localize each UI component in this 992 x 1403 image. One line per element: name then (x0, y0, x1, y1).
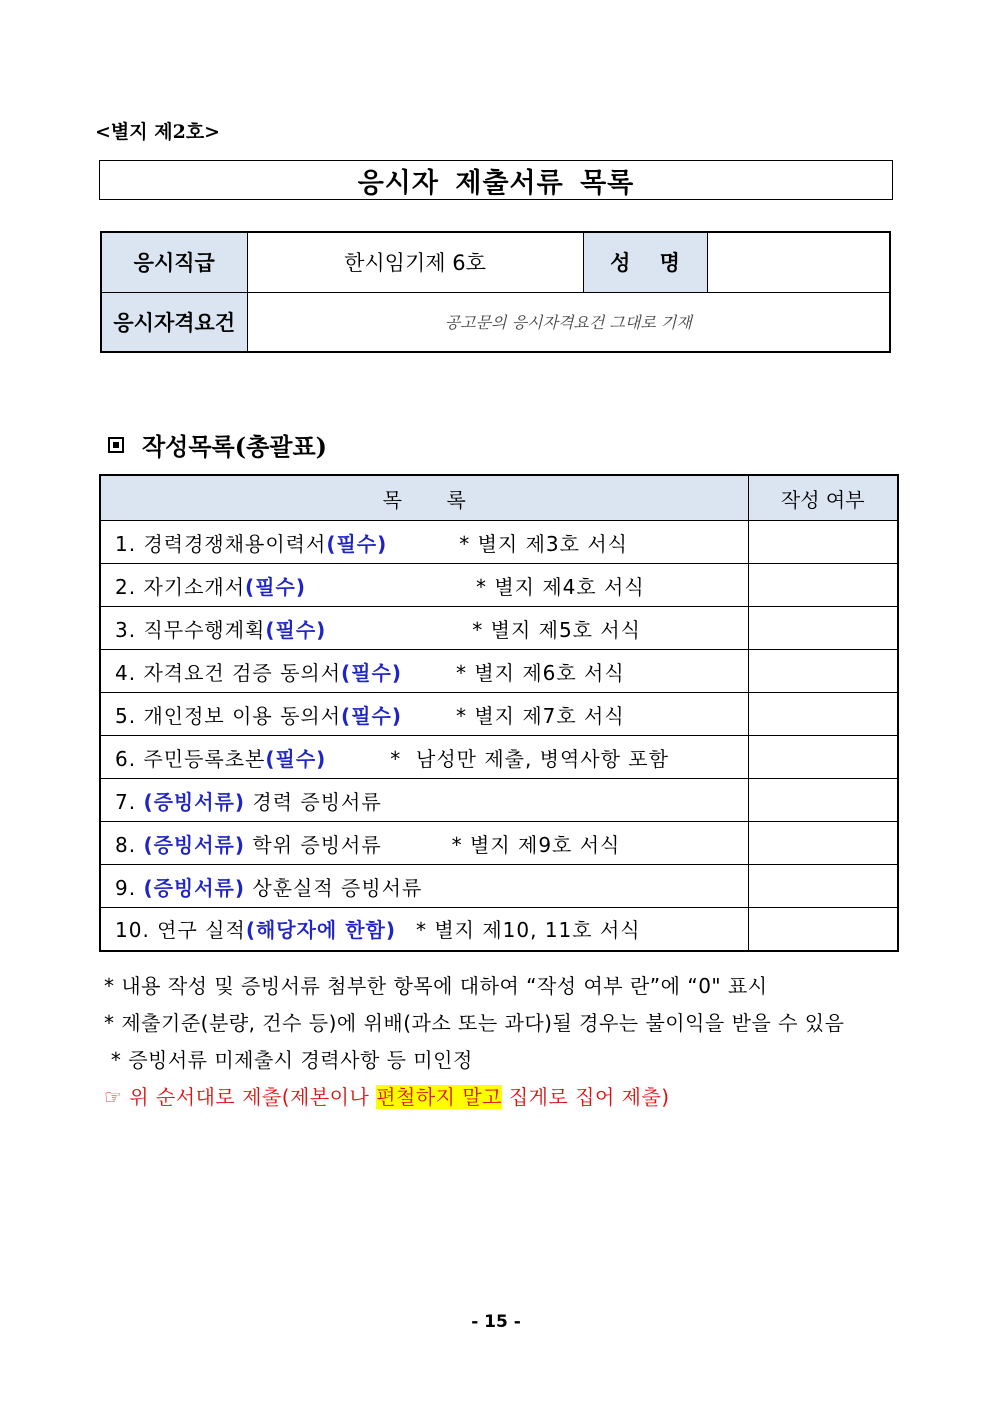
document-list-table (99, 474, 899, 952)
row-note: * 별지 제9호 서식 (451, 832, 621, 857)
row-suffix: 상훈실적 증빙서류 (245, 875, 423, 900)
name-value (707, 232, 890, 292)
row-check-cell[interactable] (748, 650, 898, 693)
row-note: * 별지 제4호 서식 (475, 574, 645, 599)
row-item (100, 779, 748, 822)
table-row (100, 822, 898, 865)
row-item (100, 564, 748, 607)
row-label: 9. (115, 875, 144, 900)
row-label: 5. 개인정보 이용 동의서 (115, 703, 342, 728)
header-check: 작성 여부 (748, 475, 898, 521)
header-item: 목 록 (100, 475, 748, 521)
section-title: 작성목록(총괄표) (142, 432, 327, 461)
row-note: * 별지 제3호 서식 (459, 531, 628, 556)
row-tag: (필수) (326, 531, 388, 556)
notes (104, 968, 844, 1116)
row-check-cell[interactable] (748, 908, 898, 951)
note-line-4-highlight: 편철하지 말고 (376, 1085, 502, 1109)
table-row (100, 908, 898, 951)
note-line-3: * 증빙서류 미제출시 경력사항 등 미인정 (104, 1048, 473, 1072)
row-check-cell[interactable] (748, 822, 898, 865)
row-tag: (해당자에 한함) (245, 918, 396, 943)
row-tag: (증빙서류) (143, 875, 246, 900)
row-check-cell[interactable] (748, 865, 898, 908)
row-item (100, 521, 748, 564)
section-heading (108, 427, 327, 462)
row-check-cell[interactable] (748, 521, 898, 564)
position-label: 응시직급 (101, 232, 247, 292)
row-tag: (필수) (341, 703, 402, 728)
table-row (100, 521, 898, 564)
row-suffix: 학위 증빙서류 (245, 832, 382, 857)
row-note: * 남성만 제출, 병역사항 포함 (390, 746, 669, 771)
row-label: 8. (115, 832, 144, 857)
page-number: - 15 - (471, 1312, 521, 1332)
row-note: * 별지 제7호 서식 (455, 703, 625, 728)
row-label: 2. 자기소개서 (115, 574, 246, 599)
row-tag: (증빙서류) (143, 832, 246, 857)
row-label: 6. 주민등록초본 (115, 746, 266, 771)
attachment-label: <별지 제2호> (95, 121, 221, 143)
row-tag: (필수) (341, 660, 402, 685)
row-note: * 별지 제10, 11호 서식 (415, 918, 641, 943)
row-item (100, 607, 748, 650)
row-item (100, 693, 748, 736)
position-value: 한시임기제 6호 (247, 232, 583, 292)
row-tag: (필수) (245, 574, 306, 599)
table-row (100, 564, 898, 607)
qualification-label: 응시자격요건 (101, 292, 247, 352)
row-note: * 별지 제5호 서식 (472, 617, 641, 642)
table-row (100, 779, 898, 822)
row-check-cell[interactable] (748, 693, 898, 736)
row-item (100, 822, 748, 865)
qualification-note: 공고문의 응시자격요건 그대로 기재 (247, 292, 890, 352)
row-note: * 별지 제6호 서식 (455, 660, 625, 685)
row-tag: (증빙서류) (143, 789, 246, 814)
row-check-cell[interactable] (748, 607, 898, 650)
row-label: 10. 연구 실적 (115, 918, 246, 943)
note-line-2: * 제출기준(분량, 건수 등)에 위배(과소 또는 과다)될 경우는 불이익을 받을 수 있음 (104, 1011, 845, 1035)
note-line-4-a: ☞ 위 순서대로 제출(제본이나 (104, 1085, 377, 1109)
row-item (100, 865, 748, 908)
row-check-cell[interactable] (748, 779, 898, 822)
table-row (100, 736, 898, 779)
note-line-4 (104, 1079, 844, 1116)
applicant-info-table (100, 231, 891, 353)
document-title: 응시자 제출서류 목록 (99, 160, 893, 200)
table-row (100, 693, 898, 736)
note-line-4-b: 집게로 집어 제출) (501, 1085, 670, 1109)
name-label: 성 명 (583, 232, 707, 292)
row-item (100, 736, 748, 779)
table-row (100, 650, 898, 693)
row-check-cell[interactable] (748, 736, 898, 779)
row-label: 3. 직무수행계획 (115, 617, 266, 642)
row-label: 4. 자격요건 검증 동의서 (115, 660, 342, 685)
row-tag: (필수) (265, 746, 327, 771)
row-suffix: 경력 증빙서류 (245, 789, 382, 814)
square-bullet-icon (108, 437, 124, 453)
table-row (100, 607, 898, 650)
row-label: 7. (115, 789, 144, 814)
note-line-1: * 내용 작성 및 증빙서류 첨부한 항목에 대하여 “작성 여부 란”에 “0" 표시 (104, 974, 768, 998)
row-item (100, 908, 748, 951)
row-check-cell[interactable] (748, 564, 898, 607)
row-label: 1. 경력경쟁채용이력서 (115, 531, 327, 556)
row-tag: (필수) (265, 617, 327, 642)
table-row (100, 865, 898, 908)
row-item (100, 650, 748, 693)
